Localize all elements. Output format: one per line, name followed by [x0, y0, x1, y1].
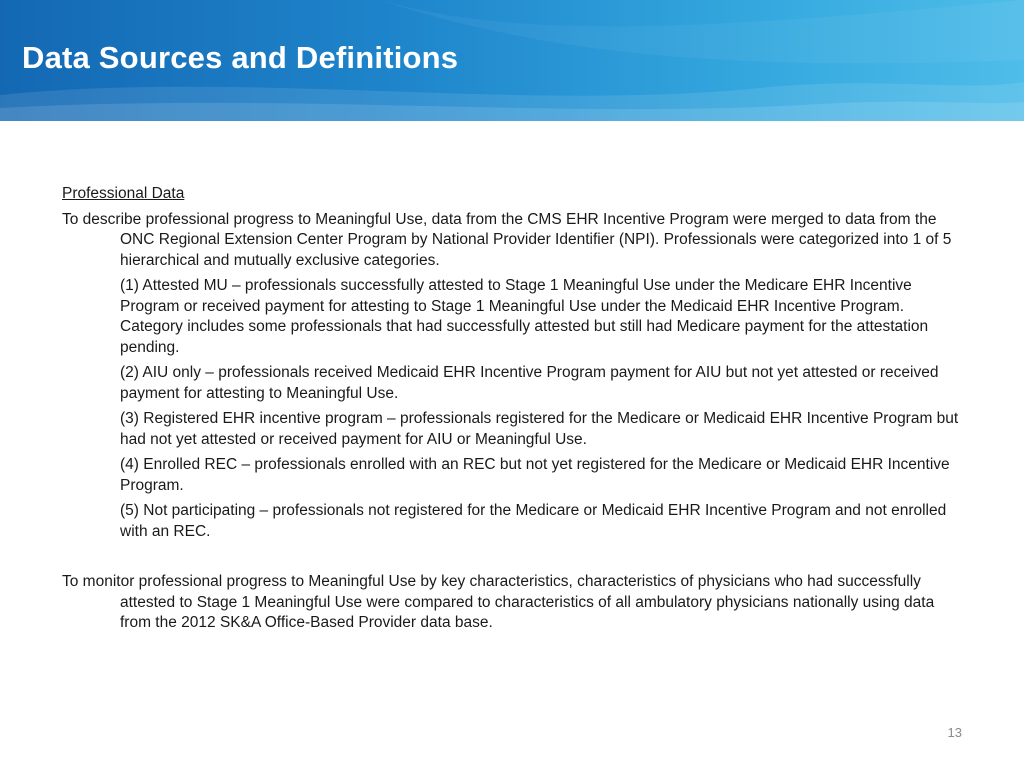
category-item: (3) Registered EHR incentive program – professionals registered for the Medicare or Medicaid EHR Incentive Program but had not yet attested or received payment for AIU or Meaningful Use. [120, 410, 959, 448]
page-title: Data Sources and Definitions [22, 40, 459, 75]
category-item: (1) Attested MU – professionals successfully attested to Stage 1 Meaningful Use under the Medicare EHR Incentive Program or received payment for attesting to Stage 1 Meaningful Use under the Medicaid EHR Incentive Program. Category includes some professionals that had successfully attested but still had Medicare payment for the attestation pending. [120, 277, 929, 356]
slide-page-number: 13 [947, 725, 962, 740]
intro-paragraph: To describe professional progress to Meaningful Use, data from the CMS EHR Incentive Program were merged to data from the ONC Regional Extension Center Program by National Provider Identifier (NPI). Professionals were categorized into 1 of 5 hierarchical and mutually exclusive categories. [62, 210, 952, 269]
title-banner [0, 0, 1024, 121]
category-item: (4) Enrolled REC – professionals enrolled with an REC but not yet registered for the Medicare or Medicaid EHR Incentive Program. [120, 456, 950, 494]
section-heading: Professional Data [62, 185, 185, 202]
category-item: (5) Not participating – professionals not registered for the Medicare or Medicaid EHR Incentive Program and not enrolled with an REC. [120, 502, 947, 540]
category-item: (2) AIU only – professionals received Medicaid EHR Incentive Program payment for AIU but not yet attested or received payment for attesting to Meaningful Use. [120, 364, 939, 402]
monitor-paragraph: To monitor professional progress to Meaningful Use by key characteristics, characteristics of physicians who had successfully attested to Stage 1 Meaningful Use were compared to characteristics of all ambulatory physicians nationally using data from the 2012 SK&A Office-Based Provider data base. [62, 573, 935, 631]
slide-body [62, 184, 964, 634]
